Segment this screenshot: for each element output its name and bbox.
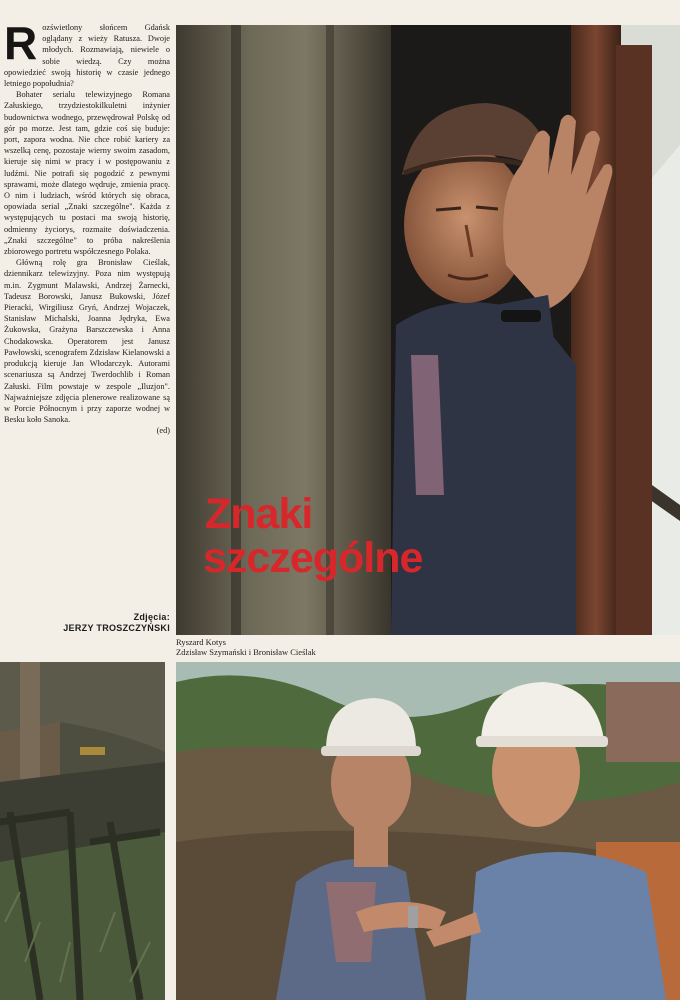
caption-line-1: Ryszard Kotys (176, 637, 226, 647)
bottom-left-photo (0, 662, 165, 1000)
caption-line-2: Zdzisław Szymański i Bronisław Cieślak (176, 647, 316, 657)
headline-line-1: Znaki (205, 490, 313, 538)
bottom-photo (176, 662, 680, 1000)
author-signature: (ed) (156, 426, 170, 436)
article-headline (205, 492, 422, 580)
article-paragraph-2: Bohater serialu telewizyjnego Romana Załuskiego, trzydziestokilkuletni inżynier budownictwa wodnego, przewędrował Polskę od gór po morze. Jest tam, gdzie coś się buduje: port, zapora wodna. Nie chce robić kariery za wszelką cenę, pozostaje wierny swoim zasadom, kieruje się nimi w pracy i w postępowaniu z ludźmi. Nie potrafi się pogodzić z pewnymi sprawami, może dlatego wędruje, zmienia pracę. O nim i ludziach, wśród których się obraca, opowiada serial „Znaki szczególne". Każda z występujących tu postaci ma swoją historię, odmienny życiorys, rozmaite doświadczenia. „Znaki szczególne" to próba nakreślenia zbiorowego portretu współczesnego Polaka. (4, 90, 170, 257)
headline-line-2: szczególne (203, 534, 423, 582)
photo-credits-label: Zdjęcia: (133, 612, 170, 622)
photo-credits (4, 612, 170, 634)
photographer-name: JERZY TROSZCZYŃSKI (63, 623, 170, 633)
drop-cap: R (4, 17, 38, 69)
article-body (4, 17, 170, 437)
article-paragraph-1 (4, 17, 170, 89)
article-paragraph-3: Główną rolę gra Bronisław Cieślak, dziennikarz telewizyjny. Poza nim występują m.in. Zygmunt Malawski, Andrzej Żarnecki, Tadeusz Borowski, Janusz Bukowski, Józef Pieracki, Wirgiliusz Gryń, Andrzej Wojaczek, Stanisław Michalski, Joanna Jędryka, Ewa Żukowska, Grażyna Barszczewska i Anna Chodakowska. Operatorem jest Janusz Pawłowski, scenografem Zdzisław Kielanowski a produkcją kieruje Jan Włodarczyk. Autorami scenariusza są Andrzej Twerdochlib i Roman Załuski. Film powstaje w zespole „Iluzjon". Najważniejsze zdjęcia plenerowe realizowane są w Porcie Północnym i przy zaporze wodnej w Besku koło Sanoka. (4, 258, 170, 425)
photo-caption (176, 637, 680, 657)
article-paragraph-1-text: ozświetlony słońcem Gdańsk oglądany z wieży Ratusza. Dwoje młodych. Rozmawiają, niewiele o sobie wiedzą. Czy można opowiedzieć swoją historię w czasie jednego letniego popołudnia? (4, 23, 170, 89)
construction-site-illustration (0, 662, 165, 1000)
two-men-hardhats-illustration (176, 662, 680, 1000)
